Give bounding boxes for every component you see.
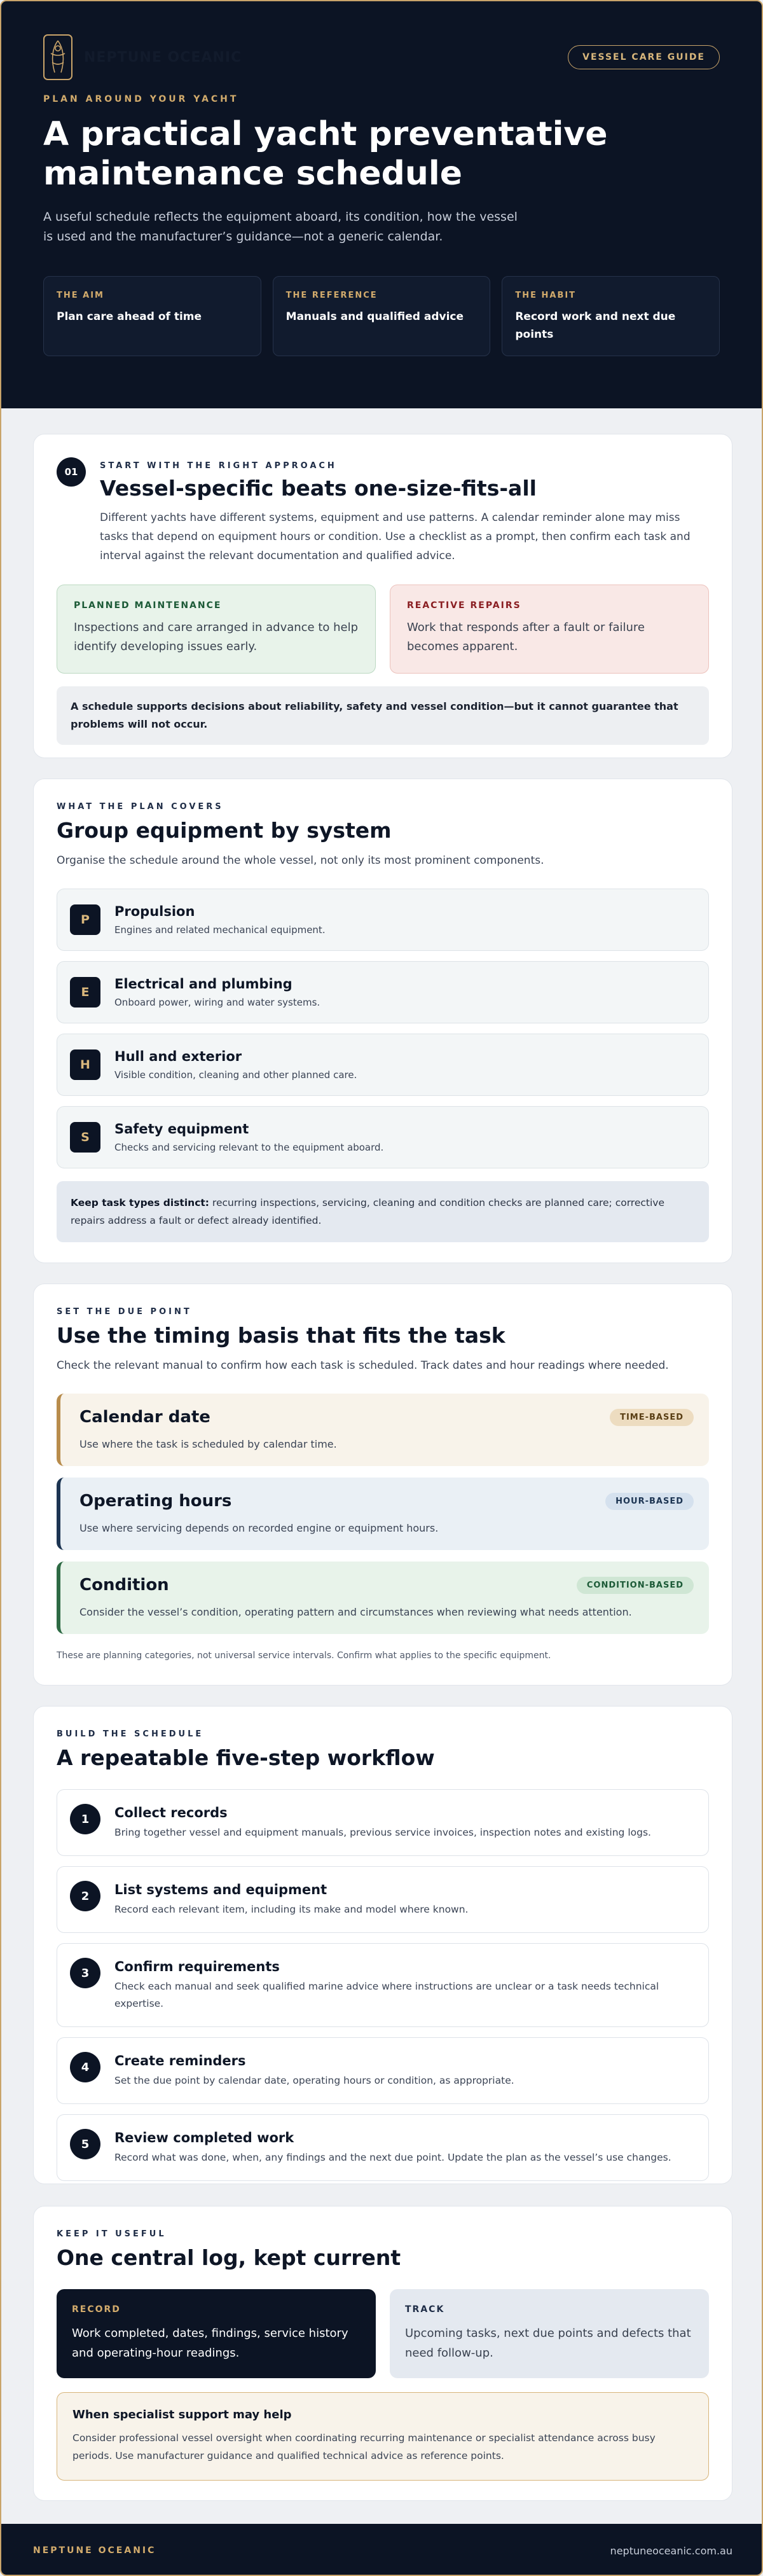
approach-text: Different yachts have different systems, equipment and use patterns. A calendar reminder alone may miss tasks that depend on equipment hours or condition. Use a checklist as a prompt, then confirm each task and interval against the relevant documentation and qualified advice. [100, 511, 691, 562]
hero-card-label: THE REFERENCE [285, 291, 378, 300]
task-types-note-lead: Keep task types distinct: [71, 1197, 209, 1208]
system-item-safety [57, 1106, 709, 1168]
timing-hours-card [57, 1478, 709, 1550]
hero-card-aim [43, 276, 261, 356]
planned-maintenance-text: Inspections and care arranged in advance to help identify developing issues early. [74, 621, 359, 653]
step-title: List systems and equipment [114, 1882, 327, 1897]
workflow-step [57, 2114, 709, 2181]
hero-eyebrow: PLAN AROUND YOUR YACHT [43, 94, 239, 104]
planned-maintenance-card [57, 585, 376, 674]
log-title: One central log, kept current [57, 2245, 401, 2270]
system-description: Onboard power, wiring and water systems. [114, 997, 320, 1008]
system-item-propulsion [57, 889, 709, 951]
step-description: Check each manual and seek qualified marine advice where instructions are unclear or a task needs technical expertise. [114, 1981, 659, 2009]
specialist-title: When specialist support may help [72, 2408, 292, 2421]
timing-card-description: Use where servicing depends on recorded engine or equipment hours. [79, 1522, 439, 1534]
hour-based-badge: HOUR-BASED [605, 1493, 694, 1510]
hero [1, 1, 762, 408]
hero-subtitle: A useful schedule reflects the equipment aboard, its condition, how the vessel is used and the manufacturer’s guidance—not a generic calendar. [43, 210, 518, 244]
logo[interactable] [43, 34, 242, 80]
workflow-section [33, 1706, 732, 2184]
condition-based-badge: CONDITION-BASED [577, 1577, 694, 1594]
system-letter-icon: E [70, 977, 100, 1008]
log-section [33, 2206, 732, 2501]
system-letter-icon: S [70, 1122, 100, 1153]
time-based-badge: TIME-BASED [610, 1409, 694, 1426]
timing-condition-card [57, 1562, 709, 1634]
step-title: Confirm requirements [114, 1959, 280, 1974]
planned-maintenance-label: PLANNED MAINTENANCE [74, 600, 222, 611]
top-bar [43, 33, 720, 81]
systems-section [33, 779, 732, 1263]
systems-title: Group equipment by system [57, 818, 392, 843]
reactive-repairs-card [390, 585, 709, 674]
approach-title: Vessel-specific beats one-size-fits-all [100, 476, 537, 501]
step-title: Collect records [114, 1805, 228, 1820]
timing-card-description: Use where the task is scheduled by calendar time. [79, 1438, 337, 1450]
approach-section [33, 434, 732, 758]
hero-card-value: Plan care ahead of time [57, 310, 202, 323]
workflow-eyebrow: BUILD THE SCHEDULE [57, 1729, 204, 1739]
system-title: Electrical and plumbing [114, 976, 292, 992]
workflow-title: A repeatable five-step workflow [57, 1745, 435, 1770]
step-description: Record each relevant item, including its make and model where known. [114, 1904, 469, 1915]
record-card [57, 2289, 376, 2378]
timing-list [57, 1394, 709, 1634]
step-title: Review completed work [114, 2130, 294, 2145]
approach-callout: A schedule supports decisions about reliability, safety and vessel condition—but it cannot guarantee that problems will not occur. [57, 686, 709, 745]
timing-section [33, 1284, 732, 1686]
log-eyebrow: KEEP IT USEFUL [57, 2229, 167, 2239]
timing-card-title: Condition [79, 1575, 169, 1595]
step-description: Record what was done, when, any findings and the next due point. Update the plan as the vessel’s use changes. [114, 2152, 671, 2163]
system-description: Visible condition, cleaning and other planned care. [114, 1069, 357, 1081]
footer [1, 2524, 763, 2576]
specialist-support-callout [57, 2392, 709, 2481]
step-number: 4 [70, 2052, 100, 2082]
timing-footnote: These are planning categories, not universal service intervals. Confirm what applies to the specific equipment. [57, 1651, 551, 1661]
workflow-step [57, 1943, 709, 2027]
system-item-hull [57, 1034, 709, 1096]
hero-card-label: THE HABIT [515, 291, 577, 300]
specialist-text: Consider professional vessel oversight when coordinating recurring maintenance or specialist attendance across busy periods. Use manufacturer guidance and qualified technical advice as reference points. [72, 2432, 656, 2462]
workflow-step [57, 1866, 709, 1933]
timing-title: Use the timing basis that fits the task [57, 1323, 505, 1348]
log-cards [57, 2289, 709, 2378]
workflow-step [57, 2037, 709, 2104]
task-types-note [57, 1181, 709, 1242]
timing-eyebrow: SET THE DUE POINT [57, 1307, 192, 1317]
page-title: A practical yacht preventative maintenance schedule [43, 115, 608, 193]
system-item-electrical [57, 961, 709, 1023]
timing-intro: Check the relevant manual to confirm how each task is scheduled. Track dates and hour readings where needed. [57, 1359, 669, 1372]
section-number-badge: 01 [57, 457, 86, 487]
systems-intro: Organise the schedule around the whole vessel, not only its most prominent components. [57, 854, 544, 867]
hero-card-reference [273, 276, 491, 356]
step-number: 1 [70, 1804, 100, 1834]
system-title: Propulsion [114, 904, 195, 919]
hero-cards [43, 276, 720, 356]
system-title: Safety equipment [114, 1121, 249, 1137]
timing-card-description: Consider the vessel’s condition, operating pattern and circumstances when reviewing what needs attention. [79, 1606, 632, 1618]
vessel-care-guide-pill[interactable]: VESSEL CARE GUIDE [568, 45, 720, 69]
record-text: Work completed, dates, findings, service history and operating-hour readings. [72, 2327, 348, 2360]
step-number: 5 [70, 2129, 100, 2159]
workflow-step [57, 1789, 709, 1856]
brand-emblem-icon [43, 34, 72, 80]
system-title: Hull and exterior [114, 1049, 242, 1064]
track-label: TRACK [405, 2304, 445, 2315]
footer-brand: NEPTUNE OCEANIC [33, 2545, 156, 2556]
system-letter-icon: P [70, 904, 100, 935]
step-title: Create reminders [114, 2053, 246, 2068]
reactive-repairs-text: Work that responds after a fault or failure becomes apparent. [407, 621, 645, 653]
timing-card-title: Operating hours [79, 1492, 232, 1511]
step-number: 2 [70, 1881, 100, 1911]
systems-list [57, 889, 709, 1168]
hero-card-label: THE AIM [57, 291, 104, 300]
step-description: Set the due point by calendar date, operating hours or condition, as appropriate. [114, 2075, 514, 2086]
hero-card-habit [502, 276, 720, 356]
track-card [390, 2289, 709, 2378]
brand-wordmark: NEPTUNE OCEANIC [84, 49, 242, 66]
step-number: 3 [70, 1958, 100, 1988]
system-letter-icon: H [70, 1049, 100, 1080]
hero-card-value: Record work and next due points [515, 310, 676, 341]
record-label: RECORD [72, 2304, 121, 2315]
hero-card-value: Manuals and qualified advice [285, 310, 464, 323]
approach-eyebrow: START WITH THE RIGHT APPROACH [100, 461, 337, 471]
systems-eyebrow: WHAT THE PLAN COVERS [57, 802, 224, 812]
system-description: Checks and servicing relevant to the equipment aboard. [114, 1142, 384, 1153]
timing-card-title: Calendar date [79, 1408, 210, 1427]
step-description: Bring together vessel and equipment manuals, previous service invoices, inspection notes and existing logs. [114, 1827, 651, 1838]
timing-calendar-card [57, 1394, 709, 1466]
footer-website-link[interactable]: neptuneoceanic.com.au [610, 2544, 732, 2557]
maintenance-comparison [57, 585, 709, 674]
system-description: Engines and related mechanical equipment. [114, 924, 326, 936]
workflow-steps [57, 1789, 709, 2181]
task-types-note-text: recurring inspections, servicing, cleaning and condition checks are planned care; corrective repairs address a fault or defect already identified. [71, 1197, 664, 1226]
reactive-repairs-label: REACTIVE REPAIRS [407, 600, 521, 611]
track-text: Upcoming tasks, next due points and defects that need follow-up. [405, 2327, 691, 2360]
